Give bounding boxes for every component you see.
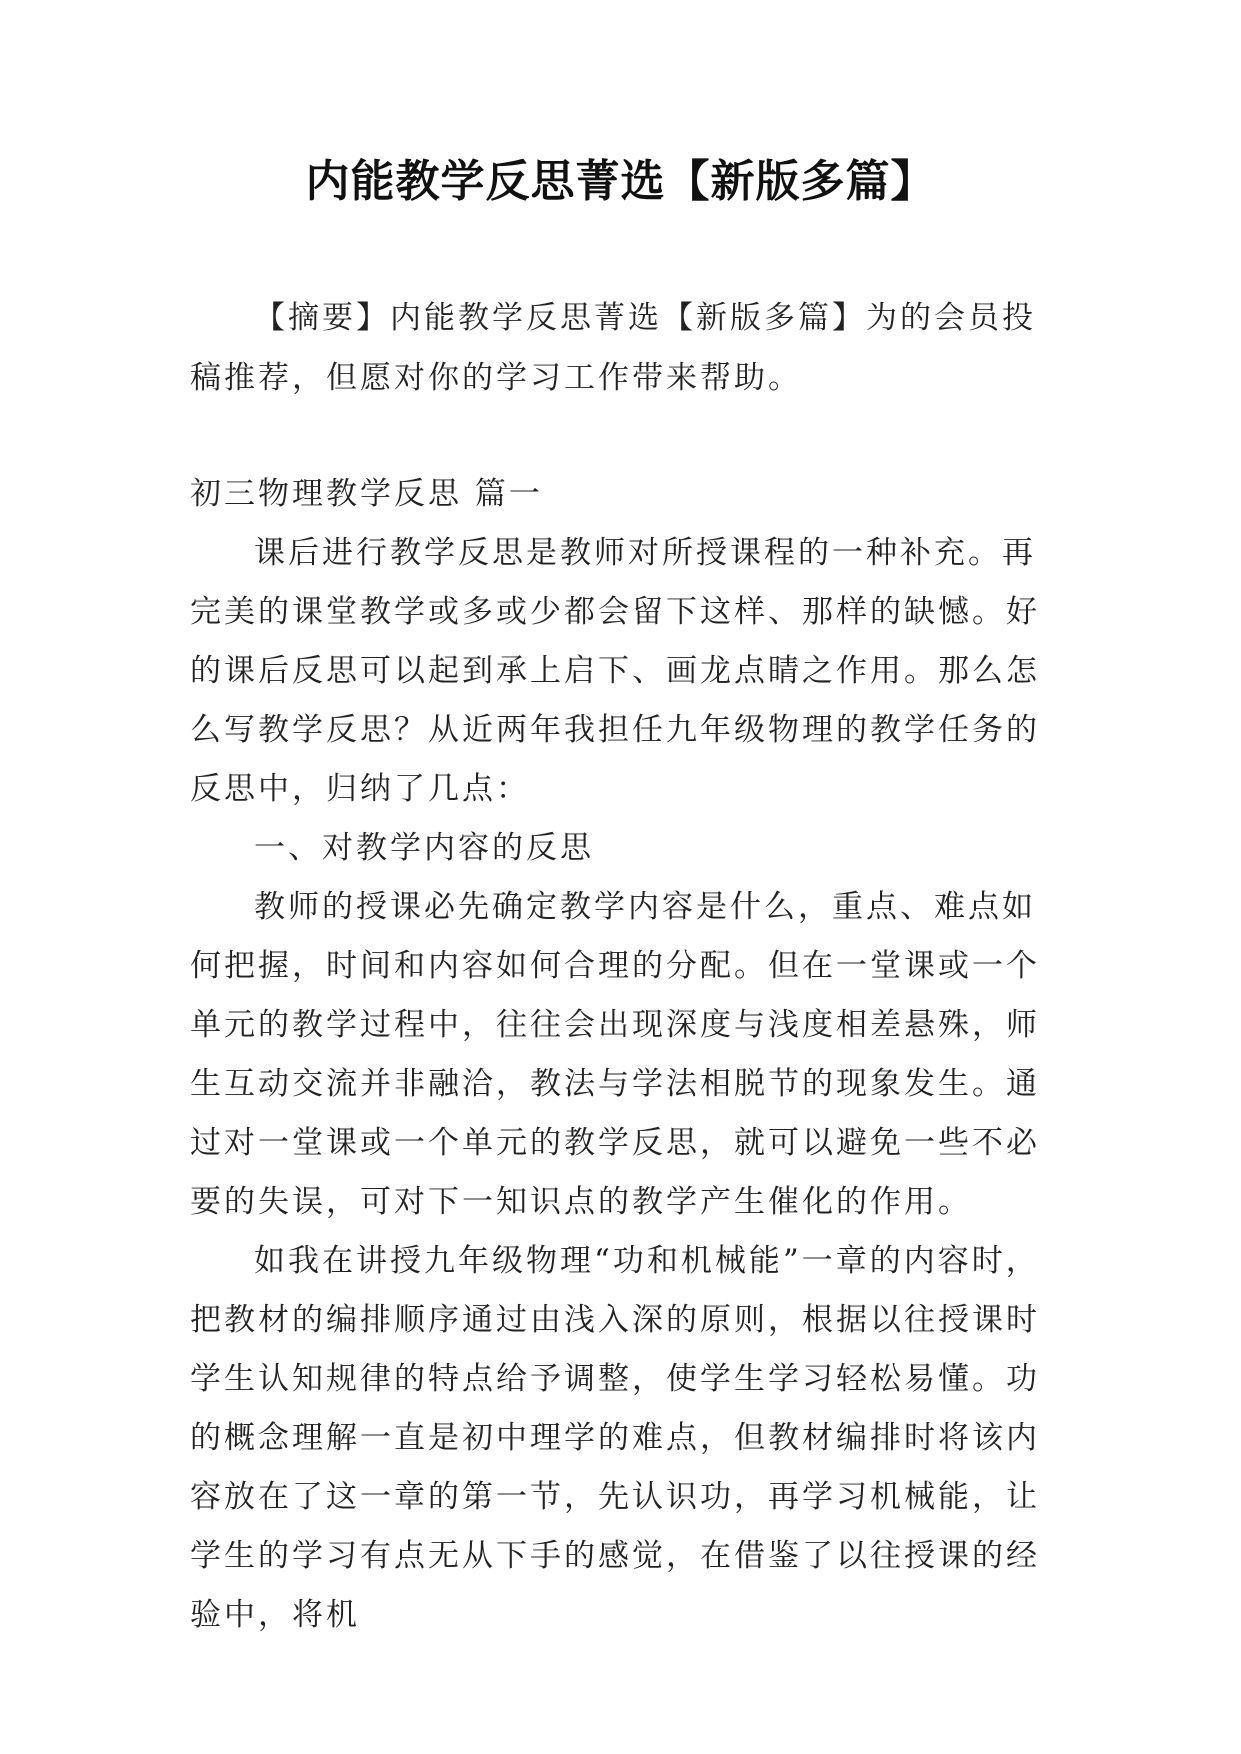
body-paragraph: 教师的授课必先确定教学内容是什么，重点、难点如何把握，时间和内容如何合理的分配。但在一堂课或一个单元的教学过程中，往往会出现深度与浅度相差悬殊，师生互动交流并非融洽，教法与学法相脱节的现象发生。通过对一堂课或一个单元的教学反思，就可以避免一些不必要的失误，可对下一知识点的教学产生催化的作用。 <box>190 889 1040 1220</box>
document-body <box>190 465 1052 1645</box>
document-title: 内能教学反思菁选【新版多篇】 <box>305 156 936 207</box>
body-paragraph: 如我在讲授九年级物理“功和机械能”一章的内容时，把教材的编排顺序通过由浅入深的原则，根据以往授课时学生认知规律的特点给予调整，使学生学习轻松易懂。功的概念理解一直是初中理学的难点，但教材编排时将该内容放在了这一章的第一节，先认识功，再学习机械能，让学生的学习有点无从下手的感觉，在借鉴了以往授课的经验中，将机 <box>190 1243 1040 1633</box>
abstract-block <box>190 288 1052 408</box>
body-paragraph: 课后进行教学反思是教师对所授课程的一种补充。再完美的课堂教学或多或少都会留下这样、那样的缺憾。好的课后反思可以起到承上启下、画龙点睛之作用。那么怎么写教学反思？从近两年我担任九年级物理的教学任务的反思中，归纳了几点： <box>190 535 1040 807</box>
abstract-paragraph: 【摘要】内能教学反思菁选【新版多篇】为的会员投稿推荐，但愿对你的学习工作带来帮助。 <box>190 300 1036 396</box>
section-heading: 初三物理教学反思 篇一 <box>190 476 543 512</box>
subsection-heading: 一、对教学内容的反思 <box>254 830 594 866</box>
